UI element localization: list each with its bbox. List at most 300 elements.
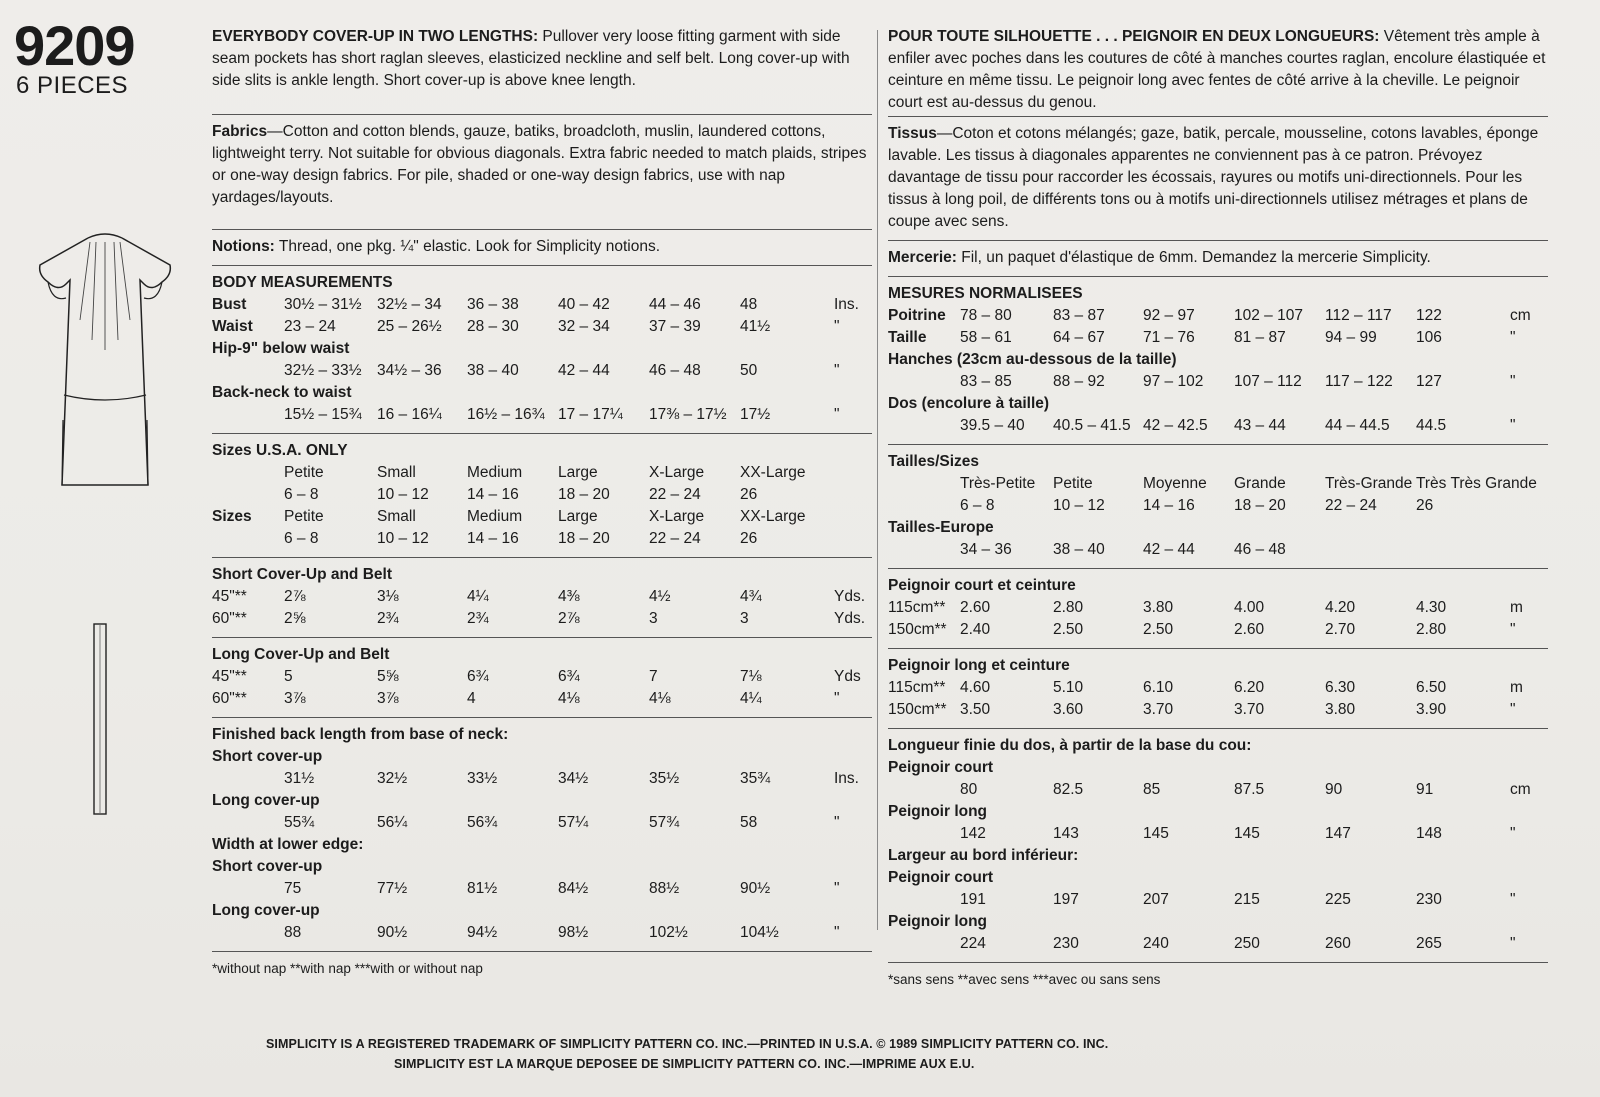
en-sizes-us-nums-row [212, 484, 872, 506]
en-short-45-unit: Yds. [834, 588, 866, 605]
fr-long-150-unit: " [1510, 701, 1516, 718]
fr-tailles-nums-item: 22 – 24 [1325, 497, 1377, 514]
fr-lf-court-label: Peignoir court [888, 759, 994, 776]
fr-tissus-label: Tissus [888, 125, 937, 142]
en-short-heading: Short Cover-Up and Belt [212, 566, 392, 583]
en-w-long-value: 104½ [740, 924, 779, 941]
fr-court-115-row [888, 597, 1548, 619]
en-w-short-value: 88½ [649, 880, 680, 897]
fr-taille-row [888, 327, 1548, 349]
en-short-45-value: 4¼ [467, 588, 489, 605]
fr-dos-value: 40.5 – 41.5 [1053, 417, 1131, 434]
fr-mesures-heading: MESURES NORMALISEES [888, 285, 1083, 302]
en-notions-text: Thread, one pkg. ¼" elastic. Look for Simplicity notions. [278, 238, 661, 255]
fr-long-115-value: 6.20 [1234, 679, 1265, 696]
en-short-60-value: 3 [649, 610, 658, 627]
fr-europe-nums-item: 46 – 48 [1234, 541, 1286, 558]
en-waist-value: 28 – 30 [467, 318, 519, 335]
en-hip-unit: " [834, 362, 840, 379]
fr-tailles-nums-item: 10 – 12 [1053, 497, 1105, 514]
fr-lb-long-unit: " [1510, 935, 1516, 952]
fr-lb-court-value: 207 [1143, 891, 1169, 908]
fr-court-150-label: 150cm** [888, 621, 947, 638]
fr-dos-row [888, 415, 1548, 437]
en-w-short-value: 84½ [558, 880, 589, 897]
fr-lb-long-value: 265 [1416, 935, 1442, 952]
en-title: EVERYBODY COVER-UP IN TWO LENGTHS: [212, 28, 539, 45]
en-fin-short-label: Short cover-up [212, 748, 323, 765]
en-fin-long-value: 57¼ [558, 814, 589, 831]
en-bust-value: 36 – 38 [467, 296, 519, 313]
en-back-row [212, 404, 872, 426]
pieces-count: 6 PIECES [16, 72, 129, 99]
en-waist-label: Waist [212, 318, 253, 335]
fr-longueur-heading: Longueur finie du dos, à partir de la base du cou: [888, 737, 1252, 754]
fr-long-115-value: 4.60 [960, 679, 991, 696]
fr-long-115-value: 6.30 [1325, 679, 1356, 696]
fr-court-150-value: 2.60 [1234, 621, 1265, 638]
fr-europe-heading: Tailles-Europe [888, 519, 994, 536]
en-bust-row [212, 294, 872, 316]
en-short-60-value: 2⅝ [284, 610, 306, 627]
fr-long-150-value: 3.70 [1234, 701, 1265, 718]
fr-lb-court-value: 225 [1325, 891, 1351, 908]
en-long-45-value: 6¾ [558, 668, 580, 685]
en-long-60-label: 60"** [212, 690, 247, 707]
en-waist-value: 37 – 39 [649, 318, 701, 335]
en-long-45-row [212, 666, 872, 688]
fr-court-heading: Peignoir court et ceinture [888, 577, 1076, 594]
fr-tissus [888, 123, 1548, 233]
fr-lf-long-value: 142 [960, 825, 986, 842]
divider [212, 717, 872, 718]
en-back-value: 17 – 17¼ [558, 406, 623, 423]
fr-tailles-names-item: Très-Petite [960, 475, 1036, 492]
en-short-45-value: 4⅜ [558, 588, 580, 605]
fr-tailles-names-item: Très Très Grande [1416, 475, 1537, 492]
en-sizes-nums-item: 26 [740, 530, 758, 547]
fr-lf-long-row [888, 823, 1548, 845]
fr-court-115-value: 4.30 [1416, 599, 1447, 616]
fr-title: POUR TOUTE SILHOUETTE . . . PEIGNOIR EN DEUX LONGUEURS: [888, 28, 1380, 45]
en-hip-value: 32½ – 33½ [284, 362, 362, 379]
fr-footnote: *sans sens **avec sens ***avec ou sans sens [888, 972, 1161, 987]
en-bust-value: 30½ – 31½ [284, 296, 362, 313]
en-back-value: 15½ – 15¾ [284, 406, 362, 423]
fr-dos-value: 39.5 – 40 [960, 417, 1025, 434]
fr-tailles-names-item: Très-Grande [1325, 475, 1413, 492]
en-sizes-heading: Sizes U.S.A. ONLY [212, 442, 348, 459]
en-sizes-us-names-item: Medium [467, 464, 523, 481]
fr-hanches-value: 107 – 112 [1234, 373, 1302, 390]
en-sizes-nums-item: 10 – 12 [377, 530, 429, 547]
en-fin-long-value: 58 [740, 814, 758, 831]
en-w-short-value: 77½ [377, 880, 408, 897]
fr-lb-long-value: 260 [1325, 935, 1351, 952]
en-bust-value: 44 – 46 [649, 296, 701, 313]
en-short-60-value: 2⅞ [558, 610, 580, 627]
en-long-60-value: 3⅞ [284, 690, 306, 707]
fr-dos-label: Dos (encolure à taille) [888, 395, 1050, 412]
fr-hanches-value: 117 – 122 [1325, 373, 1393, 390]
fr-long-heading: Peignoir long et ceinture [888, 657, 1070, 674]
en-w-short-value: 90½ [740, 880, 771, 897]
divider [212, 951, 872, 952]
pattern-number: 9209 [14, 14, 135, 77]
fr-poitrine-value: 112 – 117 [1325, 307, 1392, 324]
fr-long-115-unit: m [1510, 679, 1523, 696]
fr-europe-nums-item: 42 – 44 [1143, 541, 1195, 558]
en-back-value: 16½ – 16¾ [467, 406, 545, 423]
fr-tailles-names-item: Grande [1234, 475, 1286, 492]
en-fin-long-label: Long cover-up [212, 792, 320, 809]
fr-long-150-value: 3.80 [1325, 701, 1356, 718]
belt-sketch [88, 620, 112, 820]
fr-mercerie [888, 247, 1548, 269]
en-fin-short-unit: Ins. [834, 770, 859, 787]
fr-dos-value: 44.5 [1416, 417, 1447, 434]
en-sizes-names-item: XX-Large [740, 508, 806, 525]
en-fin-long-value: 56¾ [467, 814, 498, 831]
divider [212, 557, 872, 558]
fr-lb-court-value: 191 [960, 891, 986, 908]
fr-lf-court-value: 80 [960, 781, 978, 798]
en-sizes-us-nums-item: 10 – 12 [377, 486, 429, 503]
en-bust-value: 48 [740, 296, 758, 313]
fr-dos-unit: " [1510, 417, 1516, 434]
en-long-60-row [212, 688, 872, 710]
en-back-value: 17⅜ – 17½ [649, 406, 727, 423]
fr-taille-value: 94 – 99 [1325, 329, 1377, 346]
fr-long-115-label: 115cm** [888, 679, 946, 696]
en-short-60-value: 2¾ [377, 610, 399, 627]
en-intro [212, 26, 872, 92]
en-fin-long-value: 57¾ [649, 814, 680, 831]
en-long-60-value: 4⅛ [649, 690, 671, 707]
fr-long-150-label: 150cm** [888, 701, 947, 718]
fr-tailles-names-item: Moyenne [1143, 475, 1207, 492]
fr-court-150-value: 2.80 [1416, 621, 1447, 638]
fr-lf-long-value: 145 [1143, 825, 1169, 842]
en-w-long-value: 94½ [467, 924, 498, 941]
fr-lb-long-value: 224 [960, 935, 986, 952]
en-hip-row [212, 360, 872, 382]
en-notions-label: Notions: [212, 238, 275, 255]
en-sizes-us-names-item: Petite [284, 464, 324, 481]
en-w-short-label: Short cover-up [212, 858, 323, 875]
fr-lf-long-value: 148 [1416, 825, 1442, 842]
en-long-45-value: 5 [284, 668, 293, 685]
fr-long-115-value: 6.50 [1416, 679, 1447, 696]
en-w-short-value: 81½ [467, 880, 498, 897]
fr-lf-long-label: Peignoir long [888, 803, 988, 820]
en-waist-row [212, 316, 872, 338]
fr-lb-court-value: 215 [1234, 891, 1260, 908]
fr-taille-value: 106 [1416, 329, 1442, 346]
en-sizes-us-names-item: Large [558, 464, 598, 481]
en-hip-value: 38 – 40 [467, 362, 519, 379]
fr-poitrine-value: 92 – 97 [1143, 307, 1195, 324]
en-long-45-unit: Yds [834, 668, 861, 685]
fr-lb-long-row [888, 933, 1548, 955]
fr-tailles-names-row [888, 473, 1548, 495]
en-fin-short-value: 32½ [377, 770, 408, 787]
fr-tailles-nums-item: 14 – 16 [1143, 497, 1195, 514]
en-hip-value: 42 – 44 [558, 362, 610, 379]
fr-tailles-nums-item: 18 – 20 [1234, 497, 1286, 514]
en-short-45-value: 4¾ [740, 588, 762, 605]
fr-court-150-value: 2.40 [960, 621, 991, 638]
fr-long-115-row [888, 677, 1548, 699]
en-sizes-nums-item: 6 – 8 [284, 530, 319, 547]
fr-taille-label: Taille [888, 329, 927, 346]
fr-taille-unit: " [1510, 329, 1516, 346]
en-short-45-row [212, 586, 872, 608]
fr-court-115-value: 4.00 [1234, 599, 1265, 616]
fr-europe-nums-row [888, 539, 1548, 561]
en-waist-value: 23 – 24 [284, 318, 336, 335]
fr-court-115-label: 115cm** [888, 599, 946, 616]
fr-largeur-heading: Largeur au bord inférieur: [888, 847, 1079, 864]
en-w-long-value: 88 [284, 924, 302, 941]
en-short-45-label: 45"** [212, 588, 247, 605]
en-fin-long-value: 55¾ [284, 814, 315, 831]
fr-court-115-value: 2.60 [960, 599, 991, 616]
en-short-60-row [212, 608, 872, 630]
fr-court-150-row [888, 619, 1548, 641]
en-fin-short-value: 34½ [558, 770, 589, 787]
en-short-45-value: 3⅛ [377, 588, 399, 605]
en-sizes-names-item: Medium [467, 508, 523, 525]
fr-tailles-nums-item: 26 [1416, 497, 1434, 514]
en-sizes-nums-item: 18 – 20 [558, 530, 610, 547]
fr-taille-value: 71 – 76 [1143, 329, 1195, 346]
fr-court-150-value: 2.50 [1143, 621, 1174, 638]
fr-poitrine-value: 122 [1416, 307, 1442, 324]
fr-tissus-text: —Coton et cotons mélangés; gaze, batik, percale, mousseline, cotons lavables, éponge lavable. Les tissus à diagonales apparentes ne conviennent pas à ce patron. Prévoyez davantage de tissu pour raccorder les écossais, rayures ou motifs uni-directionnels. Pour les tissus à long poil, de différents tons ou à motifs uni-directionnels utilisez métrages et plans de coupe avec sens. [888, 125, 1539, 230]
fr-hanches-value: 88 – 92 [1053, 373, 1105, 390]
fr-lf-court-value: 91 [1416, 781, 1434, 798]
en-fin-long-unit: " [834, 814, 840, 831]
fr-hanches-label: Hanches (23cm au-dessous de la taille) [888, 351, 1177, 368]
fr-lb-court-unit: " [1510, 891, 1516, 908]
fr-poitrine-row [888, 305, 1548, 327]
fr-taille-value: 58 – 61 [960, 329, 1012, 346]
en-sizes-names-item: Large [558, 508, 598, 525]
fr-court-115-value: 2.80 [1053, 599, 1084, 616]
en-sizes-names-item: Petite [284, 508, 324, 525]
fr-hanches-unit: " [1510, 373, 1516, 390]
fr-tailles-names-item: Petite [1053, 475, 1093, 492]
fr-lb-court-row [888, 889, 1548, 911]
en-sizes-names-item: X-Large [649, 508, 705, 525]
en-fin-long-row [212, 812, 872, 834]
fr-lf-court-unit: cm [1510, 781, 1531, 798]
en-width-heading: Width at lower edge: [212, 836, 364, 853]
english-column [212, 26, 872, 980]
fr-long-115-value: 5.10 [1053, 679, 1084, 696]
en-back-label: Back-neck to waist [212, 384, 352, 401]
en-long-heading: Long Cover-Up and Belt [212, 646, 390, 663]
fr-lb-long-value: 240 [1143, 935, 1169, 952]
fr-long-115-value: 6.10 [1143, 679, 1174, 696]
fr-lb-long-value: 250 [1234, 935, 1260, 952]
en-bust-unit: Ins. [834, 296, 859, 313]
fr-dos-value: 44 – 44.5 [1325, 417, 1390, 434]
fr-lf-court-value: 87.5 [1234, 781, 1265, 798]
en-bust-value: 40 – 42 [558, 296, 610, 313]
fr-lb-court-value: 197 [1053, 891, 1079, 908]
en-fabrics [212, 121, 872, 209]
fr-lb-court-label: Peignoir court [888, 869, 994, 886]
en-sizes-names-row [212, 506, 872, 528]
en-fin-short-value: 35¾ [740, 770, 771, 787]
fr-lf-court-value: 82.5 [1053, 781, 1084, 798]
fr-lb-court-value: 230 [1416, 891, 1442, 908]
en-notions [212, 236, 872, 258]
fr-mercerie-label: Mercerie: [888, 249, 957, 266]
fr-tailles-nums-item: 6 – 8 [960, 497, 995, 514]
fr-hanches-value: 127 [1416, 373, 1442, 390]
en-long-45-value: 6¾ [467, 668, 489, 685]
footer-line-1: SIMPLICITY IS A REGISTERED TRADEMARK OF SIMPLICITY PATTERN CO. INC.—PRINTED IN U.S.A. © 1989 SIMPLICITY PATTERN CO. INC. [266, 1037, 1109, 1051]
fr-mercerie-text: Fil, un paquet d'élastique de 6mm. Demandez la mercerie Simplicity. [961, 249, 1431, 266]
en-sizes-us-nums-item: 26 [740, 486, 758, 503]
en-waist-unit: " [834, 318, 840, 335]
en-sizes-us-nums-item: 22 – 24 [649, 486, 701, 503]
en-w-short-row [212, 878, 872, 900]
divider [212, 637, 872, 638]
en-long-45-value: 5⅝ [377, 668, 399, 685]
en-short-45-value: 4½ [649, 588, 671, 605]
fr-lb-long-label: Peignoir long [888, 913, 988, 930]
fr-poitrine-value: 78 – 80 [960, 307, 1012, 324]
fr-lf-court-value: 90 [1325, 781, 1343, 798]
en-fin-long-value: 56¼ [377, 814, 408, 831]
en-long-60-value: 4¼ [740, 690, 762, 707]
en-short-60-unit: Yds. [834, 610, 866, 627]
en-footnote: *without nap **with nap ***with or without nap [212, 961, 483, 976]
en-sizes-us-names-item: X-Large [649, 464, 705, 481]
en-bust-label: Bust [212, 296, 247, 313]
en-fabrics-text: —Cotton and cotton blends, gauze, batiks, broadcloth, muslin, laundered cottons, lightweight terry. Not suitable for obvious diagonals. Extra fabric needed to match plaids, stripes or one-way design fabrics. For pile, shaded or one-way design fabrics, use with nap yardages/layouts. [212, 123, 867, 206]
en-w-short-unit: " [834, 880, 840, 897]
en-short-45-value: 2⅞ [284, 588, 306, 605]
en-w-long-row [212, 922, 872, 944]
en-sizes-us-names-item: XX-Large [740, 464, 806, 481]
en-back-value: 17½ [740, 406, 771, 423]
en-back-unit: " [834, 406, 840, 423]
fr-poitrine-value: 83 – 87 [1053, 307, 1105, 324]
en-long-60-unit: " [834, 690, 840, 707]
fr-long-150-value: 3.90 [1416, 701, 1447, 718]
en-long-60-value: 4⅛ [558, 690, 580, 707]
fr-tailles-heading: Tailles/Sizes [888, 453, 980, 470]
fr-hanches-value: 97 – 102 [1143, 373, 1204, 390]
en-hip-label: Hip-9" below waist [212, 340, 350, 357]
fr-court-150-unit: " [1510, 621, 1516, 638]
divider [888, 962, 1548, 963]
french-column [888, 26, 1548, 991]
fr-dos-value: 42 – 42.5 [1143, 417, 1208, 434]
fr-long-150-row [888, 699, 1548, 721]
en-body-heading: BODY MEASUREMENTS [212, 274, 393, 291]
fr-long-150-value: 3.70 [1143, 701, 1174, 718]
en-long-60-value: 4 [467, 690, 476, 707]
fr-hanches-value: 83 – 85 [960, 373, 1012, 390]
en-waist-value: 41½ [740, 318, 771, 335]
en-bust-value: 32½ – 34 [377, 296, 442, 313]
en-short-60-value: 2¾ [467, 610, 489, 627]
divider [888, 568, 1548, 569]
en-w-long-value: 102½ [649, 924, 688, 941]
en-sizes-us-nums-item: 14 – 16 [467, 486, 519, 503]
en-hip-value: 34½ – 36 [377, 362, 442, 379]
column-divider [877, 30, 878, 930]
fr-lf-long-value: 147 [1325, 825, 1351, 842]
en-sizes-nums-item: 14 – 16 [467, 530, 519, 547]
fr-lf-court-value: 85 [1143, 781, 1161, 798]
en-sizes-names-item: Small [377, 508, 416, 525]
fr-lf-long-unit: " [1510, 825, 1516, 842]
en-fin-short-value: 35½ [649, 770, 680, 787]
fr-court-115-value: 4.20 [1325, 599, 1356, 616]
fr-hanches-row [888, 371, 1548, 393]
en-hip-value: 46 – 48 [649, 362, 701, 379]
en-fin-short-value: 31½ [284, 770, 315, 787]
en-w-long-unit: " [834, 924, 840, 941]
en-waist-value: 25 – 26½ [377, 318, 442, 335]
fr-lb-long-value: 230 [1053, 935, 1079, 952]
divider [888, 728, 1548, 729]
en-description: Pullover very loose fitting garment with side seam pockets has short raglan sleeves, elasticized neckline and self belt. Long cover-up with side slits is ankle length. Short cover-up is above knee length. [212, 28, 850, 89]
fr-taille-value: 64 – 67 [1053, 329, 1105, 346]
en-sizes-us-names-item: Small [377, 464, 416, 481]
fr-long-150-value: 3.60 [1053, 701, 1084, 718]
en-long-45-value: 7⅛ [740, 668, 762, 685]
divider [888, 648, 1548, 649]
en-w-long-value: 90½ [377, 924, 408, 941]
divider [888, 444, 1548, 445]
fr-europe-nums-item: 34 – 36 [960, 541, 1012, 558]
fr-court-115-value: 3.80 [1143, 599, 1174, 616]
en-long-45-label: 45"** [212, 668, 247, 685]
en-long-45-value: 7 [649, 668, 658, 685]
fr-long-150-value: 3.50 [960, 701, 991, 718]
en-sizes-nums-item: 22 – 24 [649, 530, 701, 547]
en-waist-value: 32 – 34 [558, 318, 610, 335]
en-sizes-nums-row [212, 528, 872, 550]
en-sizes-us-names-row [212, 462, 872, 484]
fr-court-115-unit: m [1510, 599, 1523, 616]
en-sizes-names-label: Sizes [212, 508, 252, 525]
en-sizes-us-nums-item: 6 – 8 [284, 486, 319, 503]
fr-lf-long-value: 145 [1234, 825, 1260, 842]
fr-lf-court-row [888, 779, 1548, 801]
en-short-60-value: 3 [740, 610, 749, 627]
en-w-long-value: 98½ [558, 924, 589, 941]
footer-line-2: SIMPLICITY EST LA MARQUE DEPOSEE DE SIMPLICITY PATTERN CO. INC.—IMPRIME AUX E.U. [394, 1057, 975, 1071]
en-fin-short-row [212, 768, 872, 790]
divider [212, 433, 872, 434]
en-short-60-label: 60"** [212, 610, 247, 627]
en-hip-value: 50 [740, 362, 758, 379]
fr-court-150-value: 2.70 [1325, 621, 1356, 638]
fr-intro [888, 26, 1548, 114]
en-finished-heading: Finished back length from base of neck: [212, 726, 509, 743]
en-back-value: 16 – 16¼ [377, 406, 442, 423]
en-w-long-label: Long cover-up [212, 902, 320, 919]
